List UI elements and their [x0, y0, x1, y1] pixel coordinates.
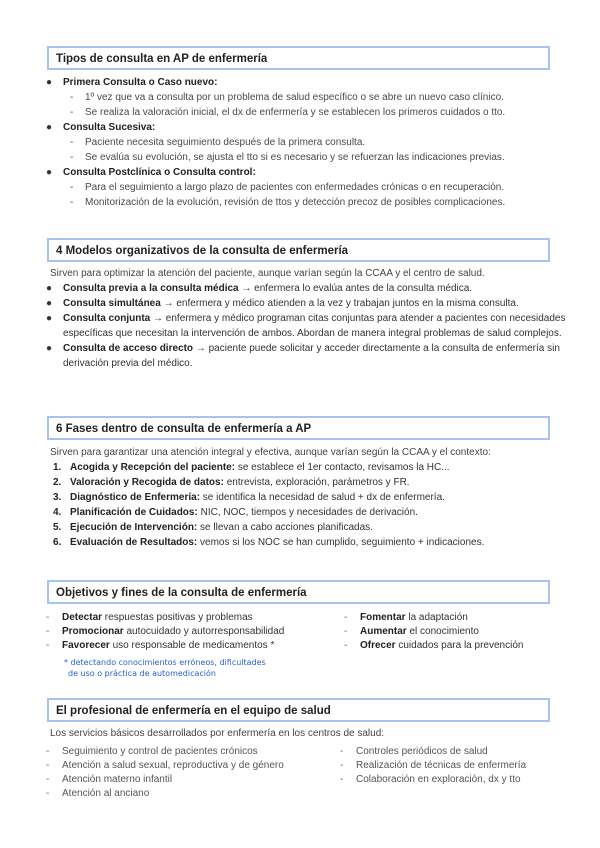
sub-item: - Se evalúa su evolución, se ajusta el tto si es necesario y se refuerzan las indicaciones previas.: [70, 152, 505, 163]
section-title-profesional: El profesional de enfermería en el equipo de salud: [47, 698, 550, 722]
dash-icon: -: [344, 640, 348, 651]
fases-list: [46, 445, 576, 550]
objetivos-right-list: [344, 611, 523, 653]
list-item: - Ofrecer cuidados para la prevención: [344, 640, 524, 651]
sub-item: - 1º vez que va a consulta por un problema de salud específico o se abre un nuevo caso clínico.: [70, 92, 504, 103]
sub-item: - Para el seguimiento a largo plazo de pacientes con enfermedades crónicas o en recuperación.: [70, 182, 505, 193]
list-item: ● Consulta de acceso directo → paciente puede solicitar y acceder directamente a la consulta de enfermería sin derivación previa del médico.: [46, 343, 560, 369]
bullet-icon: ●: [46, 167, 53, 178]
dash-icon: -: [70, 107, 74, 118]
list-item: - Promocionar autocuidado y autorresponsabilidad: [46, 626, 285, 637]
bullet-icon: ●: [46, 283, 53, 294]
list-item: - Favorecer uso responsable de medicamentos *: [46, 640, 275, 651]
servicios-left-list: [46, 745, 284, 801]
section-title-fases: 6 Fases dentro de consulta de enfermería a AP: [47, 416, 550, 440]
list-item: - Controles periódicos de salud: [340, 746, 488, 757]
dash-icon: -: [340, 760, 344, 771]
list-item: 4. Planificación de Cuidados: NIC, NOC, tiempos y necesidades de derivación.: [53, 507, 418, 518]
list-item: ● Consulta simultánea → enfermera y médico atienden a la vez y trabajan juntos en la misma consulta.: [46, 298, 519, 309]
handwritten-note: * detectando conocimientos erróneos, dificultades de uso o práctica de automedicación: [64, 658, 266, 678]
list-item: - Fomentar la adaptación: [344, 612, 468, 623]
dash-icon: -: [46, 746, 50, 757]
list-item: ● Consulta Postclínica o Consulta control:: [46, 167, 256, 178]
dash-icon: -: [46, 612, 50, 623]
list-item: - Seguimiento y control de pacientes crónicos: [46, 746, 258, 757]
section-title-objetivos: Objetivos y fines de la consulta de enfermería: [47, 580, 550, 604]
list-item: 1. Acogida y Recepción del paciente: se establece el 1er contacto, revisamos la HC...: [53, 462, 450, 473]
section-intro: Sirven para garantizar una atención integral y efectiva, aunque varían según la CCAA y el contexto:: [50, 447, 491, 458]
list-item: ● Consulta Sucesiva:: [46, 122, 156, 133]
list-item: ● Consulta previa a la consulta médica → enfermera lo evalúa antes de la consulta médica.: [46, 283, 473, 294]
objetivos-left-list: [46, 611, 284, 653]
dash-icon: -: [70, 137, 74, 148]
dash-icon: -: [344, 612, 348, 623]
bullet-icon: ●: [46, 298, 53, 309]
modelos-list: [46, 266, 576, 371]
list-item: - Atención al anciano: [46, 788, 150, 799]
dash-icon: -: [70, 197, 74, 208]
list-item: ● Primera Consulta o Caso nuevo:: [46, 77, 218, 88]
dash-icon: -: [344, 626, 348, 637]
list-item: - Detectar respuestas positivas y problemas: [46, 612, 253, 623]
dash-icon: -: [46, 640, 50, 651]
section-intro: Sirven para optimizar la atención del paciente, aunque varían según la CCAA y el centro de salud.: [50, 268, 485, 279]
dash-icon: -: [46, 760, 50, 771]
list-item: - Atención a salud sexual, reproductiva y de género: [46, 760, 284, 771]
list-item: - Aumentar el conocimiento: [344, 626, 479, 637]
bullet-icon: ●: [46, 122, 53, 133]
bullet-icon: ●: [46, 313, 53, 324]
list-item: - Realización de técnicas de enfermería: [340, 760, 527, 771]
dash-icon: -: [340, 774, 344, 785]
section-intro: Los servicios básicos desarrollados por enfermería en los centros de salud:: [50, 728, 385, 739]
list-item: 3. Diagnóstico de Enfermería: se identifica la necesidad de salud + dx de enfermería.: [53, 492, 445, 503]
dash-icon: -: [46, 788, 50, 799]
list-item: 6. Evaluación de Resultados: vemos si los NOC se han cumplido, seguimiento + indicaciones.: [53, 537, 485, 548]
dash-icon: -: [46, 626, 50, 637]
servicios-right-list: [340, 745, 526, 787]
dash-icon: -: [70, 182, 74, 193]
list-item: 5. Ejecución de Intervención: se llevan a cabo acciones planificadas.: [53, 522, 373, 533]
bullet-icon: ●: [46, 77, 53, 88]
sub-item: - Monitorización de la evolución, revisión de ttos y detección precoz de posibles complicaciones.: [70, 197, 506, 208]
list-item: 2. Valoración y Recogida de datos: entrevista, exploración, parámetros y FR.: [53, 477, 410, 488]
list-item: - Colaboración en exploración, dx y tto: [340, 774, 521, 785]
bullet-icon: ●: [46, 343, 53, 354]
list-item: ● Consulta conjunta → enfermera y médico programan citas conjuntas para atender a pacientes con necesidades específicas que necesitan la intervención de ambos. Abordan de manera integral problemas de salud complejos.: [46, 313, 566, 339]
list-item: - Atención materno infantil: [46, 774, 173, 785]
dash-icon: -: [46, 774, 50, 785]
section-title-tipos-consulta: Tipos de consulta en AP de enfermería: [47, 46, 550, 70]
sub-item: - Se realiza la valoración inicial, el dx de enfermería y se establecen los primeros cuidados o tto.: [70, 107, 506, 118]
dash-icon: -: [70, 92, 74, 103]
section-title-modelos: 4 Modelos organizativos de la consulta de enfermería: [47, 238, 550, 262]
sub-item: - Paciente necesita seguimiento después de la primera consulta.: [70, 137, 366, 148]
dash-icon: -: [340, 746, 344, 757]
dash-icon: -: [70, 152, 74, 163]
tipos-consulta-list: [46, 75, 576, 210]
